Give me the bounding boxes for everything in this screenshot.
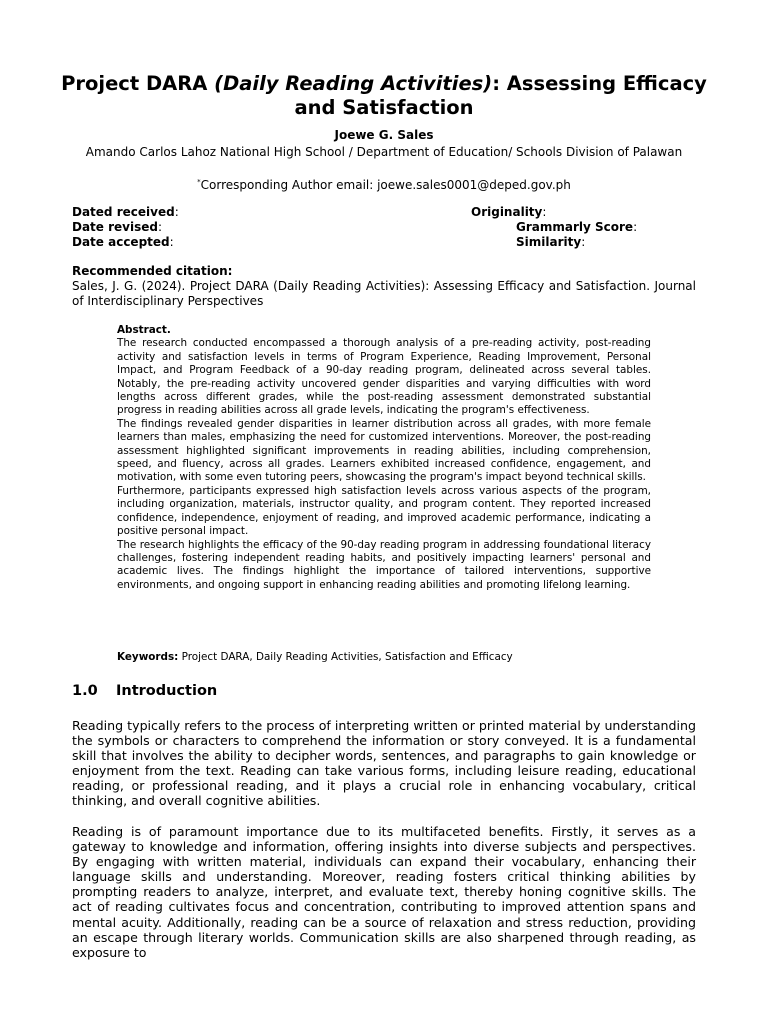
paper-title bbox=[60, 72, 708, 120]
intro-paragraph: Reading is of paramount importance due to its multifaceted benefits. Firstly, it serves as a gateway to knowledge and information, offering insights into diverse subjects and perspectives. By engaging with written material, individuals can expand their vocabulary, enhancing their language skills and understanding. Moreover, reading fosters critical thinking abilities by prompting readers to analyze, interpret, and evaluate text, thereby honing cognitive skills. The act of reading cultivates focus and concentration, contributing to improved attention spans and mental acuity. Additionally, reading can be a source of relaxation and stress reduction, providing an escape through literary worlds. Communication skills are also sharpened through reading, as exposure to bbox=[72, 824, 696, 960]
colon: : bbox=[174, 205, 179, 219]
email-text: Corresponding Author email: joewe.sales0001@deped.gov.ph bbox=[200, 178, 571, 192]
colon: : bbox=[542, 205, 547, 219]
grammarly-label: Grammarly Score bbox=[516, 220, 634, 234]
author-name: Joewe G. Sales bbox=[334, 128, 434, 142]
title-prefix: Project DARA bbox=[61, 72, 215, 95]
date-revised-label: Date revised bbox=[72, 220, 158, 234]
asterisk-mark: * bbox=[197, 178, 201, 186]
similarity-label: Similarity bbox=[516, 235, 582, 249]
title-italic: (Daily Reading Activities) bbox=[214, 72, 493, 95]
colon: : bbox=[157, 220, 163, 234]
date-revised bbox=[72, 220, 162, 235]
abstract-heading: Abstract. bbox=[117, 324, 171, 336]
abstract-paragraph: The research conducted encompassed a thorough analysis of a pre-reading activity, post-reading activity and satisfaction levels in terms of Program Experience, Reading Improvement, Personal Impact, and Program Feedback of a 90-day reading program, delineated across several tables. Notably, the pre-reading activity uncovered gender disparities and varying difficulties with word lengths across different grades, while the post-reading assessment demonstrated substantial progress in reading abilities across all grade levels, indicating the program's effectiveness. bbox=[117, 337, 651, 417]
intro-paragraph: Reading typically refers to the process of interpreting written or printed material by understanding the symbols or characters to comprehend the information or story conveyed. It is a fundamental skill that involves the ability to decipher words, sentences, and paragraphs to gain knowledge or enjoyment from the text. Reading can take various forms, including leisure reading, educational reading, or professional reading, and it plays a crucial role in enhancing vocabulary, critical thinking, and overall cognitive abilities. bbox=[72, 718, 696, 809]
abstract-paragraph: Furthermore, participants expressed high satisfaction levels across various aspects of the program, including organization, materials, instructor quality, and program content. They reported increased confidence, independence, enjoyment of reading, and improved academic performance, indicating a positive personal impact. bbox=[117, 484, 651, 538]
colon: : bbox=[633, 220, 638, 234]
similarity bbox=[516, 235, 585, 250]
grammarly-score bbox=[516, 220, 637, 235]
keywords bbox=[117, 651, 651, 664]
keywords-text: Project DARA, Daily Reading Activities, Satisfaction and Efficacy bbox=[178, 651, 513, 663]
originality-label: Originality bbox=[471, 205, 543, 219]
abstract-paragraph: The research highlights the efficacy of the 90-day reading program in addressing foundational literacy challenges, fostering independent reading habits, and positively impacting learners' personal and academic lives. The findings highlight the importance of tailored interventions, supportive environments, and ongoing support in enhancing reading abilities and promoting lifelong learning. bbox=[117, 538, 651, 591]
date-accepted bbox=[72, 235, 174, 250]
title-suffix: : Assessing Efficacy and Satisfaction bbox=[294, 72, 707, 119]
keywords-label: Keywords: bbox=[117, 651, 179, 663]
abstract-paragraph: The findings revealed gender disparities in learner distribution across all grades, with more female learners than males, emphasizing the need for customized interventions. Moreover, the post-reading assessment highlighted significant improvements in reading abilities, including comprehension, speed, and fluency, across all grades. Learners exhibited increased confidence, engagement, and motivation, with some even tutoring peers, showcasing the program's impact beyond technical skills. bbox=[117, 417, 651, 484]
section-heading-introduction bbox=[72, 682, 217, 700]
citation-text: Sales, J. G. (2024). Project DARA (Daily Reading Activities): Assessing Efficacy and Satisfaction. Journal of Interdisciplinary Perspectives bbox=[72, 279, 696, 308]
date-accepted-label: Date accepted bbox=[72, 235, 170, 249]
section-number: 1.0 bbox=[72, 683, 98, 699]
abstract bbox=[117, 324, 651, 592]
colon: : bbox=[581, 235, 586, 249]
colon: : bbox=[169, 235, 174, 249]
author-affiliation: Amando Carlos Lahoz National High School / Department of Education/ Schools Division of Palawan bbox=[85, 145, 683, 159]
date-received-label: Dated received bbox=[72, 205, 175, 219]
section-title: Introduction bbox=[116, 683, 218, 699]
originality bbox=[471, 205, 546, 220]
corresponding-email bbox=[60, 175, 708, 193]
date-received bbox=[72, 205, 179, 220]
citation-heading: Recommended citation: bbox=[72, 264, 233, 278]
